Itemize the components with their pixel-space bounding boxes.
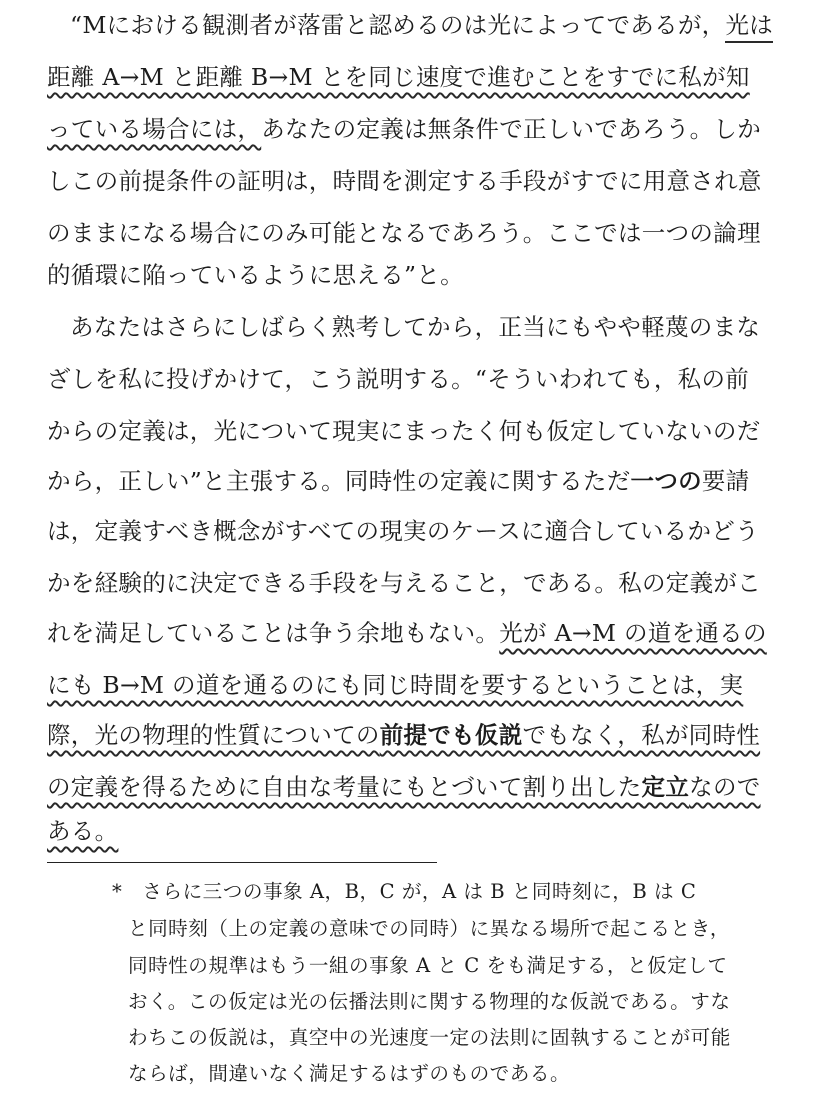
footnote-line: * さらに三つの事象 A，B，C が，A は B と同時刻に，B は C — [112, 880, 697, 903]
underlined-text: っている場合には， — [47, 115, 262, 143]
text-line: 的循環に陥っているように思える”と。 — [47, 261, 464, 289]
text-line — [47, 718, 787, 752]
text-line — [47, 616, 787, 650]
bold-text: 前提でも仮説 — [379, 721, 523, 749]
text-line — [47, 112, 787, 146]
text-line — [47, 464, 787, 498]
bold-text: 定立 — [641, 773, 690, 801]
footnote-line: 同時性の規準はもう一組の事象 A と C をも満足する，と仮定して — [128, 954, 728, 977]
text-run: 要請 — [701, 467, 750, 495]
text-run: あなたの定義は無条件で正しいであろう。しか — [261, 115, 762, 143]
text-line — [47, 668, 787, 702]
underlined-text: ある。 — [47, 817, 119, 845]
text-line — [47, 770, 787, 804]
text-line: しこの前提条件の証明は，時間を測定する手段がすでに用意され意 — [47, 167, 762, 195]
underlined-text: なので — [689, 773, 761, 801]
footnote-line: おく。この仮定は光の伝播法則に関する物理的な仮説である。すな — [128, 990, 731, 1013]
text-line: は，定義すべき概念がすべての現実のケースに適合しているかどう — [47, 517, 759, 545]
underlined-text: の定義を得るために自由な考量にもとづいて割り出した — [47, 773, 642, 801]
text-line: あなたはさらにしばらく熟考してから，正当にもやや軽蔑のまな — [70, 313, 761, 341]
text-run: れを満足していることは争う余地もない。 — [47, 619, 500, 647]
text-line — [47, 60, 787, 94]
text-line: のままになる場合にのみ可能となるであろう。ここでは一つの論理 — [47, 219, 761, 247]
footnote-divider — [47, 862, 437, 863]
underlined-text: 際，光の物理的性質についての — [47, 721, 380, 749]
underlined-text: にも B→M の道を通るのにも同じ時間を要するということは，実 — [47, 671, 744, 699]
text-line — [70, 8, 786, 42]
footnote-line: と同時刻（上の定義の意味での同時）に異なる場所で起こるとき， — [128, 917, 731, 940]
underlined-text: でもなく，私が同時性 — [522, 721, 761, 749]
text-line: ざしを私に投げかけて，こう説明する。“そういわれても，私の前 — [47, 365, 750, 393]
footnote-line: わちこの仮説は，真空中の光速度一定の法則に固執することが可能 — [128, 1026, 731, 1049]
text-run: “Mにおける観測者が落雷と認めるのは光によってであるが， — [70, 11, 726, 39]
underlined-text: 距離 A→M と距離 B→M とを同じ速度で進むことをすでに私が知 — [47, 63, 750, 91]
text-line — [47, 814, 787, 848]
bold-text: 一つの — [630, 467, 702, 495]
text-line: かを経験的に決定できる手段を与えること，である。私の定義がこ — [47, 569, 761, 597]
footnote-line: ならば，間違いなく満足するはずのものである。 — [128, 1062, 571, 1085]
underlined-text: 光が A→M の道を通るの — [499, 619, 767, 647]
underlined-text: 光は — [725, 11, 773, 43]
text-line: からの定義は，光について現実にまったく何も仮定していないのだ — [47, 417, 761, 445]
text-run: から，正しい”と主張する。同時性の定義に関するただ — [47, 467, 631, 495]
